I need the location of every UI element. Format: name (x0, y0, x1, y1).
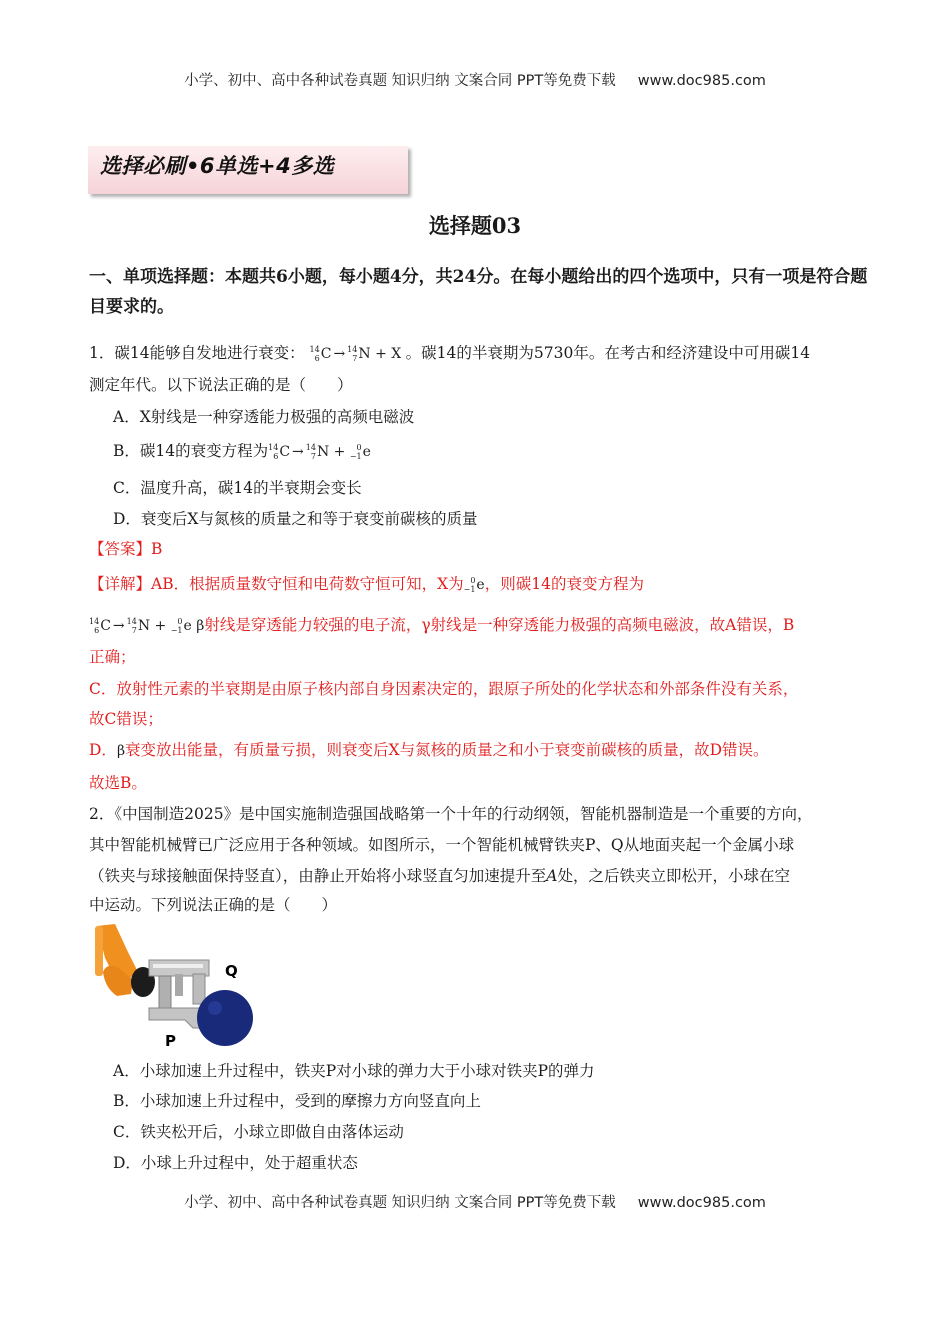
q2-option-b: B．小球加速上升过程中，受到的摩擦力方向竖直向上 (113, 1092, 481, 1110)
robot-arm-illustration (93, 922, 253, 1050)
section-banner (88, 146, 408, 194)
ball-highlight (208, 1001, 222, 1015)
c-nuclide-scripts: 14 6 (309, 345, 320, 363)
q1-detail-line-1: 【详解】AB．根据质量数守恒和电荷数守恒可知，X为 0 −1 e，则碳14的衰变方程为 (89, 575, 644, 594)
q1-stem-a: 1．碳14能够自发地进行衰变： (89, 344, 305, 362)
label-q: Q (225, 962, 238, 980)
q1-option-b-equation: 14 6 C → 14 7 N + 0 −1 e (268, 443, 371, 461)
q2-option-a: A．小球加速上升过程中，铁夹P对小球的弹力大于小球对铁夹P的弹力 (113, 1062, 595, 1080)
clamp-inner (175, 974, 183, 996)
footer-url[interactable]: www.doc985.com (637, 1195, 766, 1211)
q2-stem-line-2: 其中智能机械臂已广泛应用于各种领域。如图所示，一个智能机械臂铁夹P、Q从地面夹起一个金属小球 (89, 836, 795, 854)
banner-text: 选择必刷•6单选+4多选 (100, 154, 335, 178)
metal-ball (197, 990, 253, 1046)
q1-stem-c: 测定年代。以下说法正确的是（ ） (89, 376, 353, 394)
q2-stem-line-3: （铁夹与球接触面保持竖直），由静止开始将小球竖直匀加速提升至A处，之后铁夹立即松开，小球在空 (89, 867, 790, 885)
q1-option-b-prefix: B．碳14的衰变方程为 (113, 442, 269, 460)
q2-stem-line-1: 2．《中国制造2025》是中国实施制造强国战略第一个十年的行动纲领，智能机器制造是一个重要的方向， (89, 805, 813, 823)
q1-stem-b: 。碳14的半衰期为5730年。在考古和经济建设中可用碳14 (405, 344, 811, 362)
robot-arm-figure (93, 922, 253, 1050)
section-heading: 一、单项选择题：本题共6小题，每小题4分，共24分。在每小题给出的四个选项中，只有一项是符合题目要求的。 (89, 267, 868, 317)
arm-highlight (95, 926, 103, 976)
q2-option-d: D．小球上升过程中，处于超重状态 (113, 1154, 358, 1172)
q2-stem-line-4: 中运动。下列说法正确的是（ ） (89, 896, 338, 914)
q1-answer: 【答案】B (89, 540, 163, 558)
q1-stem-line-1 (89, 342, 810, 365)
q1-decay-equation: 14 6 C → 14 7 N + X (309, 345, 402, 363)
page-title: 选择题03 (428, 213, 522, 238)
q1-detail-line-5: 故C错误； (89, 710, 163, 728)
q1-option-c: C．温度升高，碳14的半衰期会变长 (113, 479, 362, 497)
q1-detail-line-3: 正确； (89, 648, 136, 666)
clamp-jaw-q (193, 974, 205, 1004)
n-nuclide-scripts: 14 7 (347, 345, 358, 363)
q1-detail-line-7: 故选B。 (89, 774, 147, 792)
page-header (0, 69, 950, 90)
header-url[interactable]: www.doc985.com (637, 73, 766, 89)
q1-option-d: D．衰变后X与氮核的质量之和等于衰变前碳核的质量 (113, 510, 478, 528)
q2-option-c: C．铁夹松开后，小球立即做自由落体运动 (113, 1123, 404, 1141)
q1-detail-equation: 14 6 C → 14 7 N + 0 −1 e β (89, 617, 205, 635)
q1-detail-line-2: 14 6 C → 14 7 N + 0 −1 e β射线是穿透能力较强的电子流，γ射线是一种穿透能力极强的高频电磁波，故A错误，B (89, 616, 795, 635)
label-p: P (165, 1032, 176, 1050)
q1-option-b (113, 440, 371, 463)
q1-detail-line-6: D．β衰变放出能量，有质量亏损，则衰变后X与氮核的质量之和小于衰变前碳核的质量，故D错误。 (89, 741, 769, 759)
page-footer (0, 1191, 950, 1212)
header-text: 小学、初中、高中各种试卷真题 知识归纳 文案合同 PPT等免费下载 (184, 73, 616, 89)
footer-text: 小学、初中、高中各种试卷真题 知识归纳 文案合同 PPT等免费下载 (184, 1195, 616, 1211)
electron-symbol: 0 −1 e (463, 576, 485, 594)
clamp-top-shine (153, 964, 203, 968)
q1-detail-line-4: C．放射性元素的半衰期是由原子核内部自身因素决定的，跟原子所处的化学状态和外部条件没有关系， (89, 680, 799, 698)
clamp-vertical (159, 976, 171, 1010)
q1-option-a: A．X射线是一种穿透能力极强的高频电磁波 (113, 408, 415, 426)
